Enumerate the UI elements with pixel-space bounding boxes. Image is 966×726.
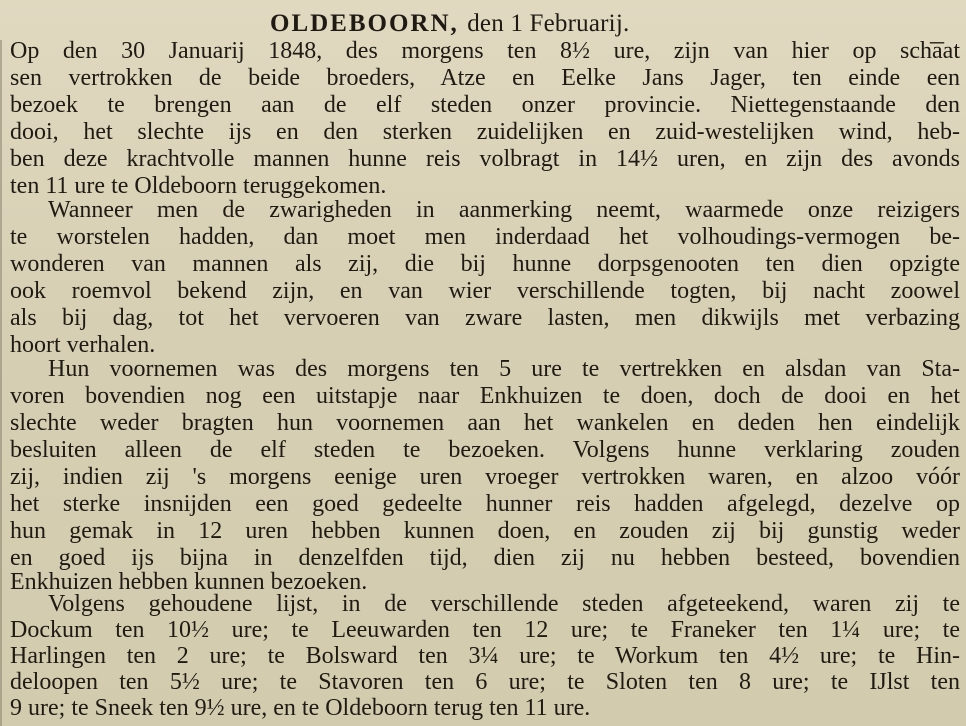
text-line: voren bovendien nog een uitstapje naar Enkhuizen te doen, doch de dooi en het [10,383,960,409]
text-line: Hun voornemen was des morgens ten 5 ure te vertrekken en alsdan van Sta- [48,356,960,382]
corner-mark: _ [930,16,944,47]
text-line: Op den 30 Januarij 1848, des morgens ten 8½ ure, zijn van hier op schaat [10,38,960,64]
text-line: slechte weder bragten hun voornemen aan het wankelen en deden hen eindelijk [10,410,960,436]
article-heading [270,10,629,38]
text-line: 9 ure; te Sneek ten 9½ ure, en te Oldeboorn terug ten 11 ure. [10,695,591,721]
text-line: Volgens gehoudene lijst, in de verschillende steden afgeteekend, waren zij te [48,591,960,617]
text-line: Wanneer men de zwarigheden in aanmerking neemt, waarmede onze reizigers [48,197,960,223]
text-line: ben deze krachtvolle mannen hunne reis volbragt in 14½ uren, en zijn des avonds [10,146,960,172]
heading-date: den 1 Februarij. [467,10,630,37]
text-line: Dockum ten 10½ ure; te Leeuwarden ten 12 ure; te Franeker ten 1¼ ure; te [10,617,960,643]
text-line: hoort verhalen. [10,332,156,358]
heading-place: OLDEBOORN, [270,10,459,37]
text-line: Harlingen ten 2 ure; te Bolsward ten 3¼ ure; te Workum ten 4½ ure; te Hin- [10,643,960,669]
text-line: te worstelen hadden, dan moet men inderdaad het volhoudings-vermogen be- [10,224,960,250]
text-line: Enkhuizen hebben kunnen bezoeken. [10,569,368,595]
text-line: sen vertrokken de beide broeders, Atze en Eelke Jans Jager, ten einde een [10,65,960,91]
text-line: besluiten alleen de elf steden te bezoeken. Volgens hunne verklaring zouden [10,437,960,463]
text-line: dooi, het slechte ijs en den sterken zuidelijken en zuid-westelijken wind, heb- [10,119,960,145]
text-line: bezoek te brengen aan de elf steden onzer provincie. Niettegenstaande den [10,92,960,118]
text-line: als bij dag, tot het vervoeren van zware lasten, men dikwijls met verbazing [10,305,960,331]
text-line: ten 11 ure te Oldeboorn teruggekomen. [10,173,387,199]
column-rule [0,40,2,726]
text-line: deloopen ten 5½ ure; te Stavoren ten 6 ure; te Sloten ten 8 ure; te IJlst ten [10,669,960,695]
text-line: ook roemvol bekend zijn, en van wier verschillende togten, bij nacht zoowel [10,278,960,304]
text-line: wonderen van mannen als zij, die bij hunne dorpsgenooten ten dien opzigte [10,251,960,277]
text-line: hun gemak in 12 uren hebben kunnen doen, en zouden zij bij gunstig weder [10,518,960,544]
text-line: zij, indien zij 's morgens eenige uren vroeger vertrokken waren, en alzoo vóór [10,464,960,490]
text-line: het sterke insnijden een goed gedeelte hunner reis hadden afgelegd, dezelve op [10,491,960,517]
text-line: en goed ijs bijna in denzelfden tijd, dien zij nu hebben besteed, bovendien [10,545,960,571]
